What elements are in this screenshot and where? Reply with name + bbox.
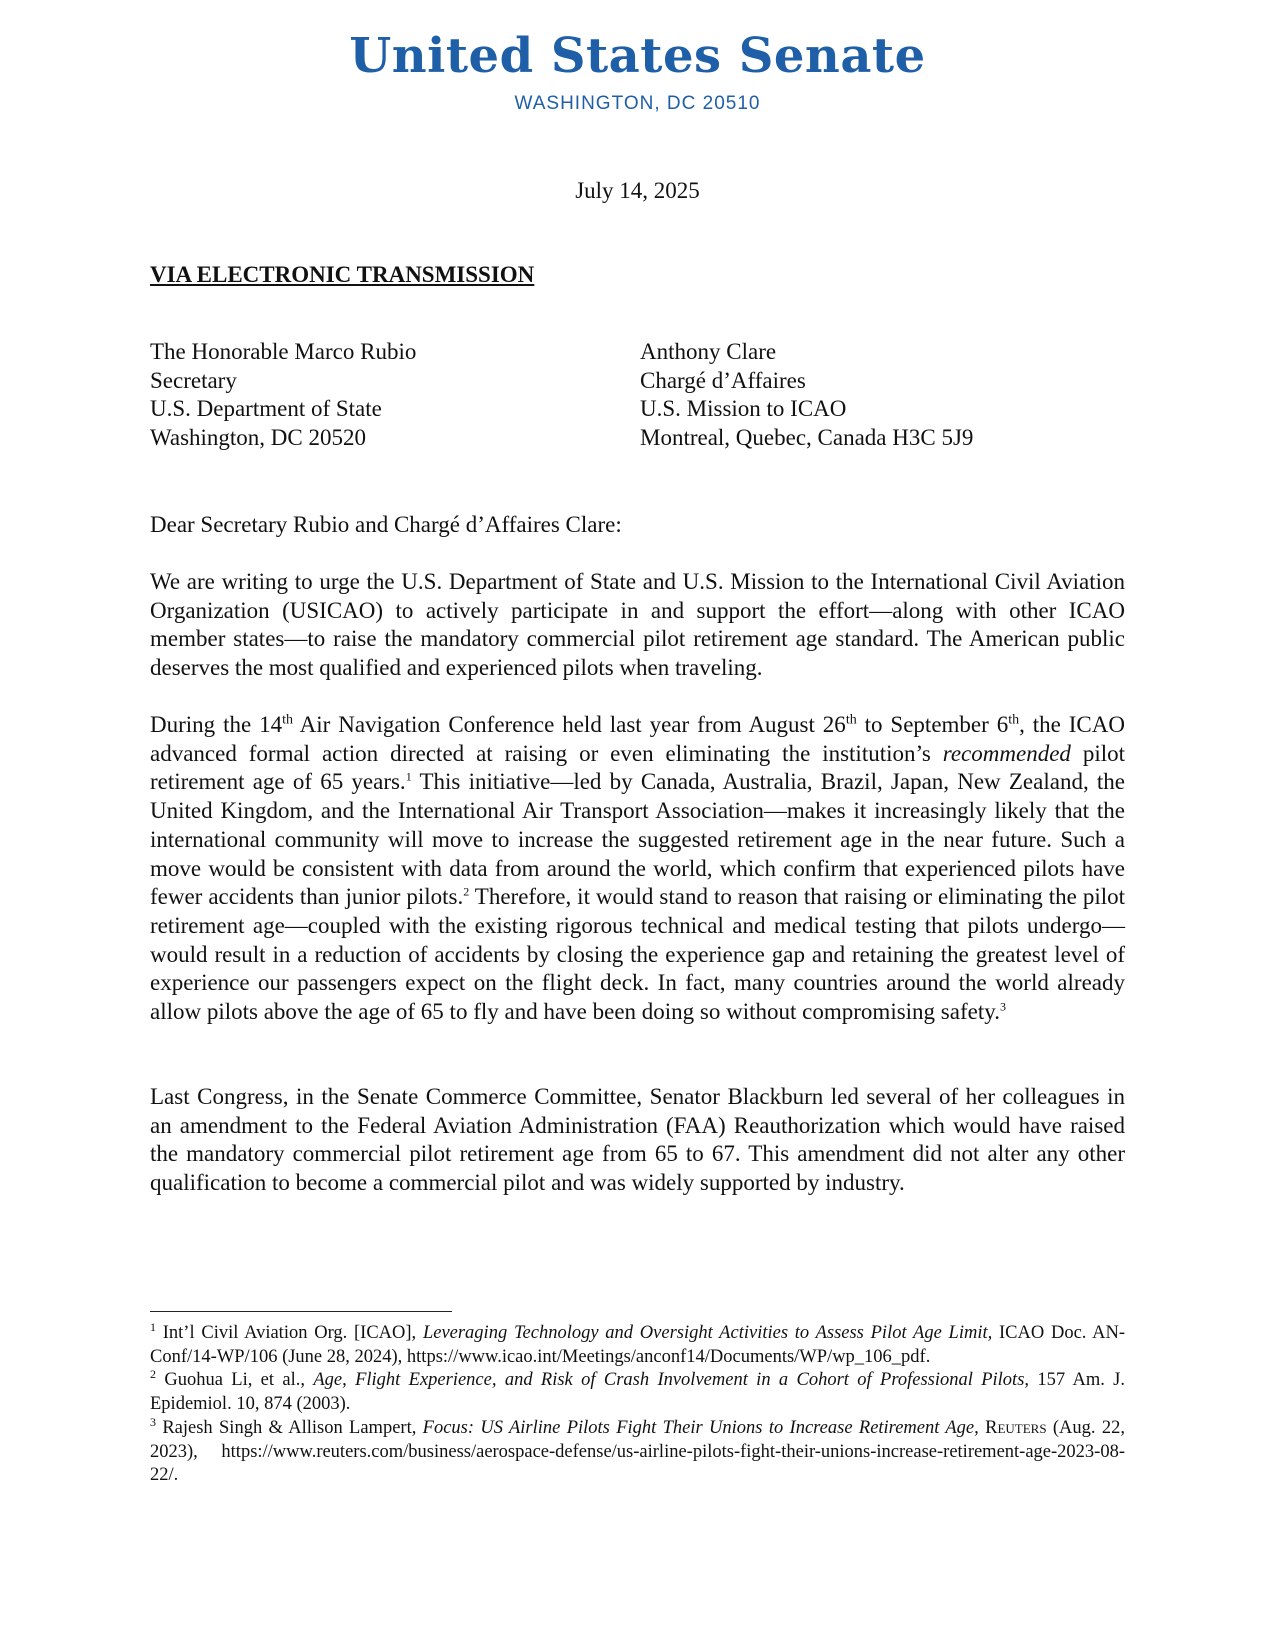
- body-paragraph-1: We are writing to urge the U.S. Department of State and U.S. Mission to the International Civil Aviation Organization (USICAO) to actively participate in and support the effort—along with other ICAO member states—to raise the mandatory commercial pilot retirement age standard. The American public deserves the most qualified and experienced pilots when traveling.: [150, 569, 1125, 681]
- recipient-block-left: [150, 338, 416, 452]
- recipient-title: Secretary: [150, 367, 237, 393]
- letter-date: July 14, 2025: [575, 178, 700, 203]
- body-paragraph-3: Last Congress, in the Senate Commerce Committee, Senator Blackburn led several of her colleagues in an amendment to the Federal Aviation Administration (FAA) Reauthorization which would have raised the mandatory commercial pilot retirement age from 65 to 67. This amendment did not alter any other qualification to become a commercial pilot and was widely supported by industry.: [150, 1084, 1125, 1196]
- footnote-title: Age, Flight Experience, and Risk of Crash Involvement in a Cohort of Professional Pilots: [313, 1370, 1025, 1391]
- footnote-3: [150, 1414, 1126, 1488]
- footnote-number: 3: [150, 1414, 156, 1429]
- recipient-address: Washington, DC 20520: [150, 424, 367, 450]
- transmission-method: VIA ELECTRONIC TRANSMISSION: [150, 262, 535, 287]
- footnote-1: [150, 1319, 1126, 1369]
- footnote-2: [150, 1369, 1125, 1416]
- recipient-title: Chargé d’Affaires: [640, 367, 806, 393]
- letterhead-address: WASHINGTON, DC 20510: [514, 92, 761, 114]
- ordinal-suffix: th: [282, 712, 293, 728]
- footnote-title: Focus: US Airline Pilots Fight Their Unions to Increase Retirement Age,: [422, 1417, 979, 1438]
- footnote-text: (Aug. 22, 2023), https://www.reuters.com/business/aerospace-defense/us-airline-pilots-fight-their-unions-increase-retirement-age-2023-08-22/.: [150, 1417, 1126, 1486]
- footnote-ref-2: 2: [463, 884, 470, 899]
- letterhead-title: United States Senate: [349, 28, 926, 84]
- letterhead: [0, 30, 1275, 115]
- recipient-organization: U.S. Department of State: [150, 396, 382, 421]
- footnote-ref-3: 3: [999, 999, 1006, 1014]
- footnote-title: Leveraging Technology and Oversight Activities to Assess Pilot Age Limit,: [422, 1323, 993, 1343]
- text-run: Air Navigation Conference held last year from August 26: [292, 712, 846, 737]
- footnote-text: Int’l Civil Aviation Org. [ICAO],: [156, 1323, 423, 1343]
- footnote-number: 2: [150, 1367, 156, 1382]
- recipient-address: Montreal, Quebec, Canada H3C 5J9: [640, 424, 974, 450]
- footnote-ref-1: 1: [405, 769, 412, 784]
- ordinal-suffix: th: [845, 712, 857, 728]
- recipient-organization: U.S. Mission to ICAO: [640, 396, 847, 421]
- footnote-source: Reuters: [978, 1417, 1047, 1438]
- text-run: This initiative—led by Canada, Australia, Brazil, Japan, New Zealand, the United Kingdom, and the International Air Transport Association—makes it increasingly likely that the international community will move to increase the suggested retirement age in the near future. Such a move would be consistent with data from around the world, which confirm that experienced pilots have fewer accidents than junior pilots.: [150, 769, 1125, 910]
- footnote-text: , 157 Am. J. Epidemiol. 10, 874 (2003).: [150, 1370, 1126, 1415]
- footnote-text: ICAO Doc. AN-Conf/14-WP/106 (June 28, 2024), https://www.icao.int/Meetings/anconf14/Documents/WP/wp_106_pdf.: [150, 1323, 1126, 1367]
- footnotes: [150, 1319, 1126, 1488]
- text-run: During the 14: [150, 712, 283, 737]
- ordinal-suffix: th: [1008, 712, 1020, 728]
- text-run: Therefore, it would stand to reason that raising or eliminating the pilot retirement age—coupled with the existing rigorous technical and medical testing that pilots undergo—would result in a reduction of accidents by closing the experience gap and retaining the greatest level of experience our passengers expect on the flight deck. In fact, many countries around the world already allow pilots above the age of 65 to fly and have been doing so without compromising safety.: [150, 884, 1125, 1025]
- text-run: pilot retirement age of 65 years.: [150, 740, 1125, 795]
- emphasized-text: recommended: [942, 740, 1071, 766]
- footnote-text: Guohua Li, et al.,: [156, 1370, 314, 1391]
- body-paragraph-2: [150, 711, 1125, 1027]
- recipient-block-right: [640, 338, 973, 452]
- text-run: , the ICAO advanced formal action directed at raising or even eliminating the institution’s: [150, 712, 1125, 766]
- footnote-divider: [150, 1311, 452, 1312]
- footnote-number: 1: [150, 1319, 156, 1334]
- footnote-text: Rajesh Singh & Allison Lampert,: [156, 1417, 423, 1438]
- salutation: Dear Secretary Rubio and Chargé d’Affaires Clare:: [150, 512, 622, 537]
- recipient-name: The Honorable Marco Rubio: [150, 339, 417, 364]
- text-run: to September 6: [856, 712, 1009, 737]
- recipient-name: Anthony Clare: [640, 339, 777, 364]
